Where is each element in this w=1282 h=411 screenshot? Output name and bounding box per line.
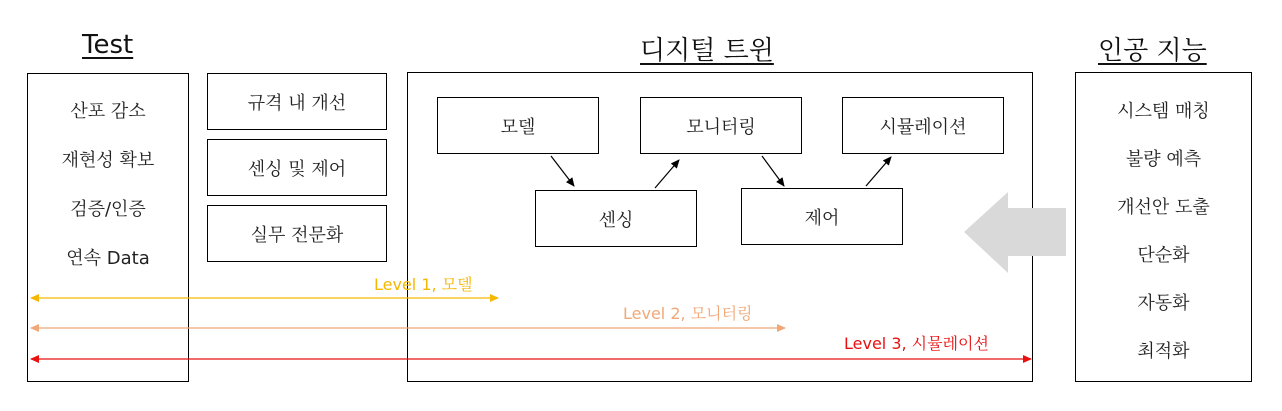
- arrow-sensing-to-monitoring: [655, 160, 679, 188]
- monitoring-node: 모니터링: [640, 97, 802, 154]
- ai-item: 개선안 도출: [1117, 197, 1210, 218]
- digital-twin-title: 디지털 트윈: [640, 36, 774, 66]
- arrow-control-to-simulation: [866, 157, 891, 186]
- test-item: 산포 감소: [70, 101, 146, 122]
- level-2-label: Level 2, 모니터링: [623, 304, 753, 323]
- expertise-box: 실무 전문화: [207, 205, 387, 262]
- test-item: 연속 Data: [66, 248, 150, 269]
- arrow-monitoring-to-control: [762, 156, 784, 186]
- ai-item: 불량 예측: [1125, 149, 1202, 170]
- arrow-model-to-sensing: [551, 156, 574, 186]
- test-item: 검증/인증: [70, 199, 146, 220]
- spec-improvement-box: 규격 내 개선: [207, 73, 387, 130]
- level-3-label: Level 3, 시뮬레이션: [844, 334, 989, 353]
- ai-item: 최적화: [1137, 341, 1190, 362]
- ai-item: 단순화: [1137, 245, 1190, 266]
- level-1-label: Level 1, 모델: [374, 275, 473, 294]
- simulation-node: 시뮬레이션: [842, 97, 1004, 154]
- test-item: 재현성 확보: [61, 150, 155, 171]
- ai-item: 자동화: [1137, 293, 1190, 314]
- ai-item: 시스템 매칭: [1117, 101, 1210, 122]
- ai-title: 인공 지능: [1098, 36, 1207, 66]
- test-title: Test: [82, 30, 134, 60]
- model-node: 모델: [437, 97, 599, 154]
- control-node: 제어: [741, 188, 903, 245]
- sensing-control-box: 센싱 및 제어: [207, 139, 387, 196]
- sensing-node: 센싱: [535, 190, 697, 247]
- ai-to-twin-arrow: [964, 192, 1066, 273]
